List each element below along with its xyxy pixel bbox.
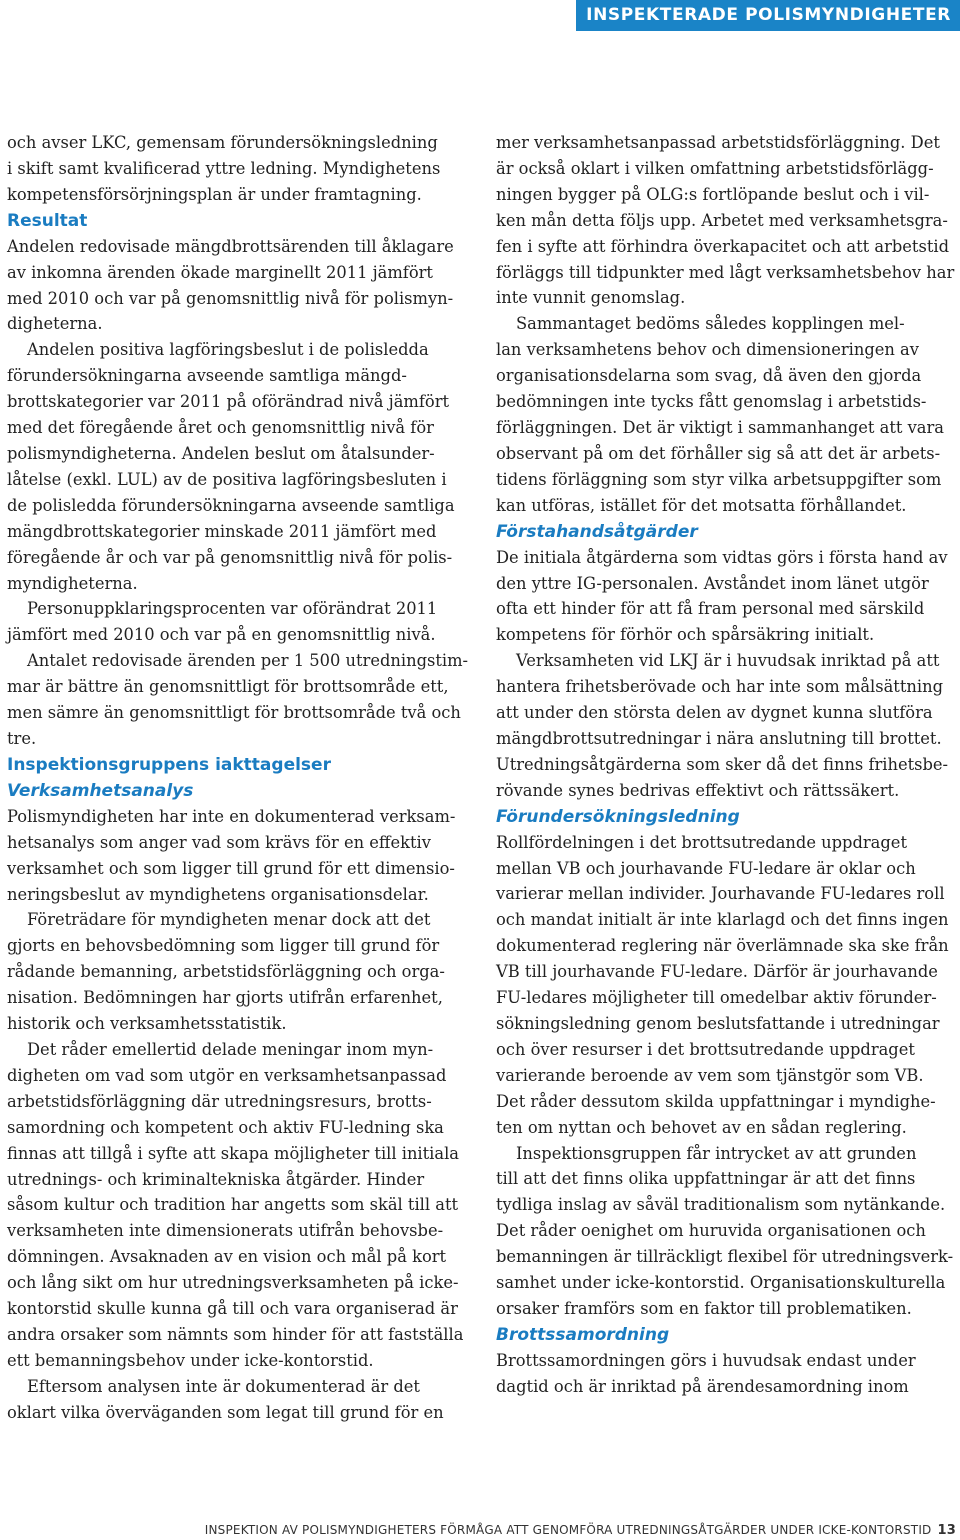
- text-line: såsom kultur och tradition har angetts som skäl till att: [7, 1195, 459, 1215]
- text-line: förläggs till tidpunkter med lågt verksamhetsbehov har: [496, 262, 955, 282]
- text-line: samhet under icke-kontorstid. Organisationskulturella: [496, 1273, 946, 1293]
- text-line: observant på om det förhåller sig så att det är arbets-: [496, 443, 941, 463]
- text-line: digheterna.: [7, 314, 103, 334]
- text-line: kompetens för förhör och spårsäkring initialt.: [496, 625, 875, 645]
- text-line: låtelse (exkl. LUL) av de positiva lagföringsbesluten i: [7, 469, 447, 489]
- text-line: varierande beroende av vem som tjänstgör som VB.: [496, 1065, 924, 1085]
- text-line: inte vunnit genomslag.: [496, 288, 686, 308]
- text-line: och avser LKC, gemensam förundersökningsledning: [7, 133, 438, 152]
- text-line: ten om nyttan och behovet av en sådan reglering.: [496, 1117, 907, 1137]
- paragraph: [496, 1141, 958, 1322]
- subheading-forundersokningsledning: Förundersökningsledning: [496, 806, 740, 827]
- paragraph: [7, 907, 469, 1037]
- text-line: mellan VB och jourhavande FU-ledare är oklar och: [496, 858, 916, 878]
- text-line: utrednings- och kriminaltekniska åtgärder. Hinder: [7, 1169, 425, 1189]
- text-line: VB till jourhavande FU-ledare. Därför är jourhavande: [496, 962, 938, 982]
- text-line: Det råder dessutom skilda uppfattningar i myndighe-: [496, 1091, 936, 1111]
- text-line: gjorts en behovsbedömning som ligger till grund för: [7, 936, 440, 956]
- text-line: av inkomna ärenden ökade marginellt 2011 jämfört: [7, 262, 433, 282]
- text-line: de polisledda förundersökningarna avseende samtliga: [7, 495, 455, 515]
- text-line: men sämre än genomsnittligt för brottsområde två och: [7, 703, 461, 723]
- paragraph: [496, 130, 958, 311]
- text-line: lan verksamhetens behov och dimensioneringen av: [496, 340, 919, 360]
- text-line: rådande bemanning, arbetstidsförläggning och orga-: [7, 962, 445, 982]
- text-line: mängdbrottskategorier minskade 2011 jämfört med: [7, 521, 437, 541]
- text-line: tydliga inslag av såväl traditionalism som nytänkande.: [496, 1195, 946, 1215]
- text-line: med det föregående året och genomsnittlig nivå för: [7, 418, 434, 438]
- text-line: Polismyndigheten har inte en dokumenterad verksam-: [7, 806, 456, 826]
- text-line: verksamheten inte dimensionerats utifrån behovsbe-: [7, 1221, 444, 1241]
- heading-resultat: Resultat: [7, 210, 88, 231]
- paragraph: [496, 648, 958, 803]
- text-line: ofta ett hinder för att få fram personal med särskild: [496, 599, 925, 619]
- paragraph: [496, 1348, 958, 1400]
- paragraph: [7, 234, 469, 338]
- text-line: Personuppklaringsprocenten var oförändrat 2011: [27, 599, 438, 619]
- text-line: rövande synes bedrivas effektivt och rättssäkert.: [496, 780, 900, 800]
- paragraph: [7, 648, 469, 752]
- paragraph: [496, 311, 958, 518]
- text-line: organisationsdelarna som svag, då även den gjorda: [496, 366, 922, 386]
- text-line: är också oklart i vilken omfattning arbetstidsförlägg-: [496, 158, 934, 178]
- right-column: [496, 130, 958, 1400]
- subheading-brottssamordning: Brottssamordning: [496, 1324, 670, 1345]
- text-line: mar är bättre än genomsnittligt för brottsområde ett,: [7, 677, 449, 697]
- text-line: och lång sikt om hur utredningsverksamheten på icke-: [7, 1273, 459, 1293]
- text-line: i skift samt kvalificerad yttre ledning. Myndighetens: [7, 158, 441, 178]
- text-line: mängdbrottsutredningar i nära anslutning till brottet.: [496, 728, 942, 748]
- text-line: nisation. Bedömningen har gjorts utifrån erfarenhet,: [7, 988, 443, 1008]
- text-line: kan utföras, istället för det motsatta förhållandet.: [496, 495, 907, 515]
- text-line: dömningen. Avsaknaden av en vision och mål på kort: [7, 1247, 447, 1267]
- subheading-forstahandsatgarder: Förstahandsåtgärder: [496, 521, 698, 542]
- text-line: förläggningen. Det är viktigt i sammanhanget att vara: [496, 417, 945, 437]
- text-line: Andelen redovisade mängdbrottsärenden till åklagare: [7, 236, 454, 256]
- text-line: Rollfördelningen i det brottsutredande uppdraget: [496, 832, 907, 852]
- text-line: Andelen positiva lagföringsbeslut i de polisledda: [27, 340, 429, 360]
- text-line: hantera frihetsberövade och har inte som målsättning: [496, 677, 943, 697]
- text-line: Verksamheten vid LKJ är i huvudsak inriktad på att: [516, 651, 940, 671]
- section-banner: INSPEKTERADE POLISMYNDIGHETER: [576, 0, 960, 31]
- text-line: ken mån detta följs upp. Arbetet med verksamhetsgra-: [496, 210, 948, 230]
- left-column: [7, 130, 469, 1426]
- text-line: bedömningen inte tycks fått genomslag i arbetstids-: [496, 392, 927, 412]
- text-line: Det råder emellertid delade meningar inom myn-: [27, 1040, 434, 1059]
- text-line: Det råder oenighet om huruvida organisationen och: [496, 1221, 926, 1241]
- paragraph: [7, 804, 469, 908]
- text-line: hetsanalys som anger vad som krävs för en effektiv: [7, 832, 431, 852]
- text-line: ningen bygger på OLG:s fortlöpande beslut och i vil-: [496, 184, 930, 204]
- text-line: Antalet redovisade ärenden per 1 500 utredningstim-: [27, 651, 469, 671]
- text-line: föregående år och var på genomsnittlig nivå för polis-: [7, 547, 453, 567]
- paragraph: [7, 1374, 469, 1426]
- page-number: 13: [937, 1523, 956, 1538]
- text-line: samordning och kompetent och aktiv FU-ledning ska: [7, 1117, 444, 1137]
- text-line: dagtid och är inriktad på ärendesamordning inom: [496, 1376, 909, 1396]
- text-line: andra orsaker som nämnts som hinder för att fastställa: [7, 1324, 464, 1344]
- text-line: digheten om vad som utgör en verksamhetsanpassad: [7, 1065, 447, 1085]
- text-line: dokumenterad reglering när överlämnade ska ske från: [496, 936, 949, 956]
- text-line: De initiala åtgärderna som vidtas görs i första hand av: [496, 547, 948, 567]
- text-line: Sammantaget bedöms således kopplingen mel-: [516, 314, 905, 334]
- text-line: verksamhet och som ligger till grund för ett dimensio-: [7, 858, 455, 878]
- text-line: tre.: [7, 728, 37, 748]
- text-line: neringsbeslut av myndighetens organisationsdelar.: [7, 884, 429, 904]
- paragraph: [7, 1037, 469, 1374]
- text-line: orsaker framförs som en faktor till problematiken.: [496, 1298, 912, 1318]
- text-line: kontorstid skulle kunna gå till och vara organiserad är: [7, 1299, 458, 1319]
- text-line: varierar mellan individer. Jourhavande FU-ledares roll: [496, 884, 945, 904]
- paragraph: [7, 337, 469, 596]
- text-line: förundersökningarna avseende samtliga mängd-: [7, 366, 407, 386]
- text-line: den yttre IG-personalen. Avståndet inom länet utgör: [496, 573, 929, 593]
- text-line: FU-ledares möjligheter till omedelbar aktiv förunder-: [496, 988, 937, 1008]
- text-line: Inspektionsgruppen får intrycket av att grunden: [516, 1143, 917, 1163]
- text-line: Utredningsåtgärderna som sker då det finns frihetsbe-: [496, 754, 949, 774]
- page-footer: [120, 1523, 956, 1538]
- text-line: Brottssamordningen görs i huvudsak endast under: [496, 1350, 916, 1370]
- paragraph: [7, 130, 469, 208]
- text-line: myndigheterna.: [7, 573, 138, 593]
- text-line: Företrädare för myndigheten menar dock att det: [27, 910, 431, 930]
- text-line: med 2010 och var på genomsnittlig nivå för polismyn-: [7, 288, 454, 308]
- text-line: och mandat initialt är inte klarlagd och det finns ingen: [496, 910, 949, 930]
- text-line: tidens förläggning som styr vilka arbetsuppgifter som: [496, 469, 942, 489]
- text-line: ett bemanningsbehov under icke-kontorstid.: [7, 1350, 374, 1370]
- paragraph: [496, 830, 958, 1141]
- text-line: oklart vilka överväganden som legat till grund för en: [7, 1402, 444, 1422]
- text-line: arbetstidsförläggning där utredningsresurs, brotts-: [7, 1091, 432, 1111]
- paragraph: [496, 545, 958, 649]
- text-line: Eftersom analysen inte är dokumenterad är det: [27, 1376, 420, 1396]
- text-line: polismyndigheterna. Andelen beslut om åtalsunder-: [7, 443, 435, 463]
- text-line: finnas att tillgå i syfte att skapa möjligheter till initiala: [7, 1143, 460, 1163]
- text-line: kompetensförsörjningsplan är under framtagning.: [7, 184, 422, 204]
- text-line: fen i syfte att förhindra överkapacitet och att arbetstid: [496, 236, 949, 256]
- paragraph: [7, 596, 469, 648]
- text-line: mer verksamhetsanpassad arbetstidsförläggning. Det: [496, 133, 940, 152]
- footer-title: INSPEKTION AV POLISMYNDIGHETERS FÖRMÅGA ATT GENOMFÖRA UTREDNINGSÅTGÄRDER UNDER ICKE-KONTORSTID: [204, 1523, 932, 1537]
- text-line: bemanningen är tillräckligt flexibel för utredningsverk-: [496, 1247, 954, 1267]
- heading-inspektionsgruppens-iakttagelser: Inspektionsgruppens iakttagelser: [7, 754, 331, 775]
- subheading-verksamhetsanalys: Verksamhetsanalys: [7, 780, 194, 801]
- text-line: historik och verksamhetsstatistik.: [7, 1014, 287, 1034]
- text-line: till att det finns olika uppfattningar är att det finns: [496, 1169, 916, 1189]
- text-line: och över resurser i det brottsutredande uppdraget: [496, 1039, 915, 1059]
- text-line: jämfört med 2010 och var på en genomsnittlig nivå.: [7, 625, 436, 645]
- text-line: att under den största delen av dygnet kunna slutföra: [496, 703, 933, 723]
- text-line: brottskategorier var 2011 på oförändrad nivå jämfört: [7, 392, 450, 412]
- text-line: sökningsledning genom beslutsfattande i utredningar: [496, 1014, 940, 1033]
